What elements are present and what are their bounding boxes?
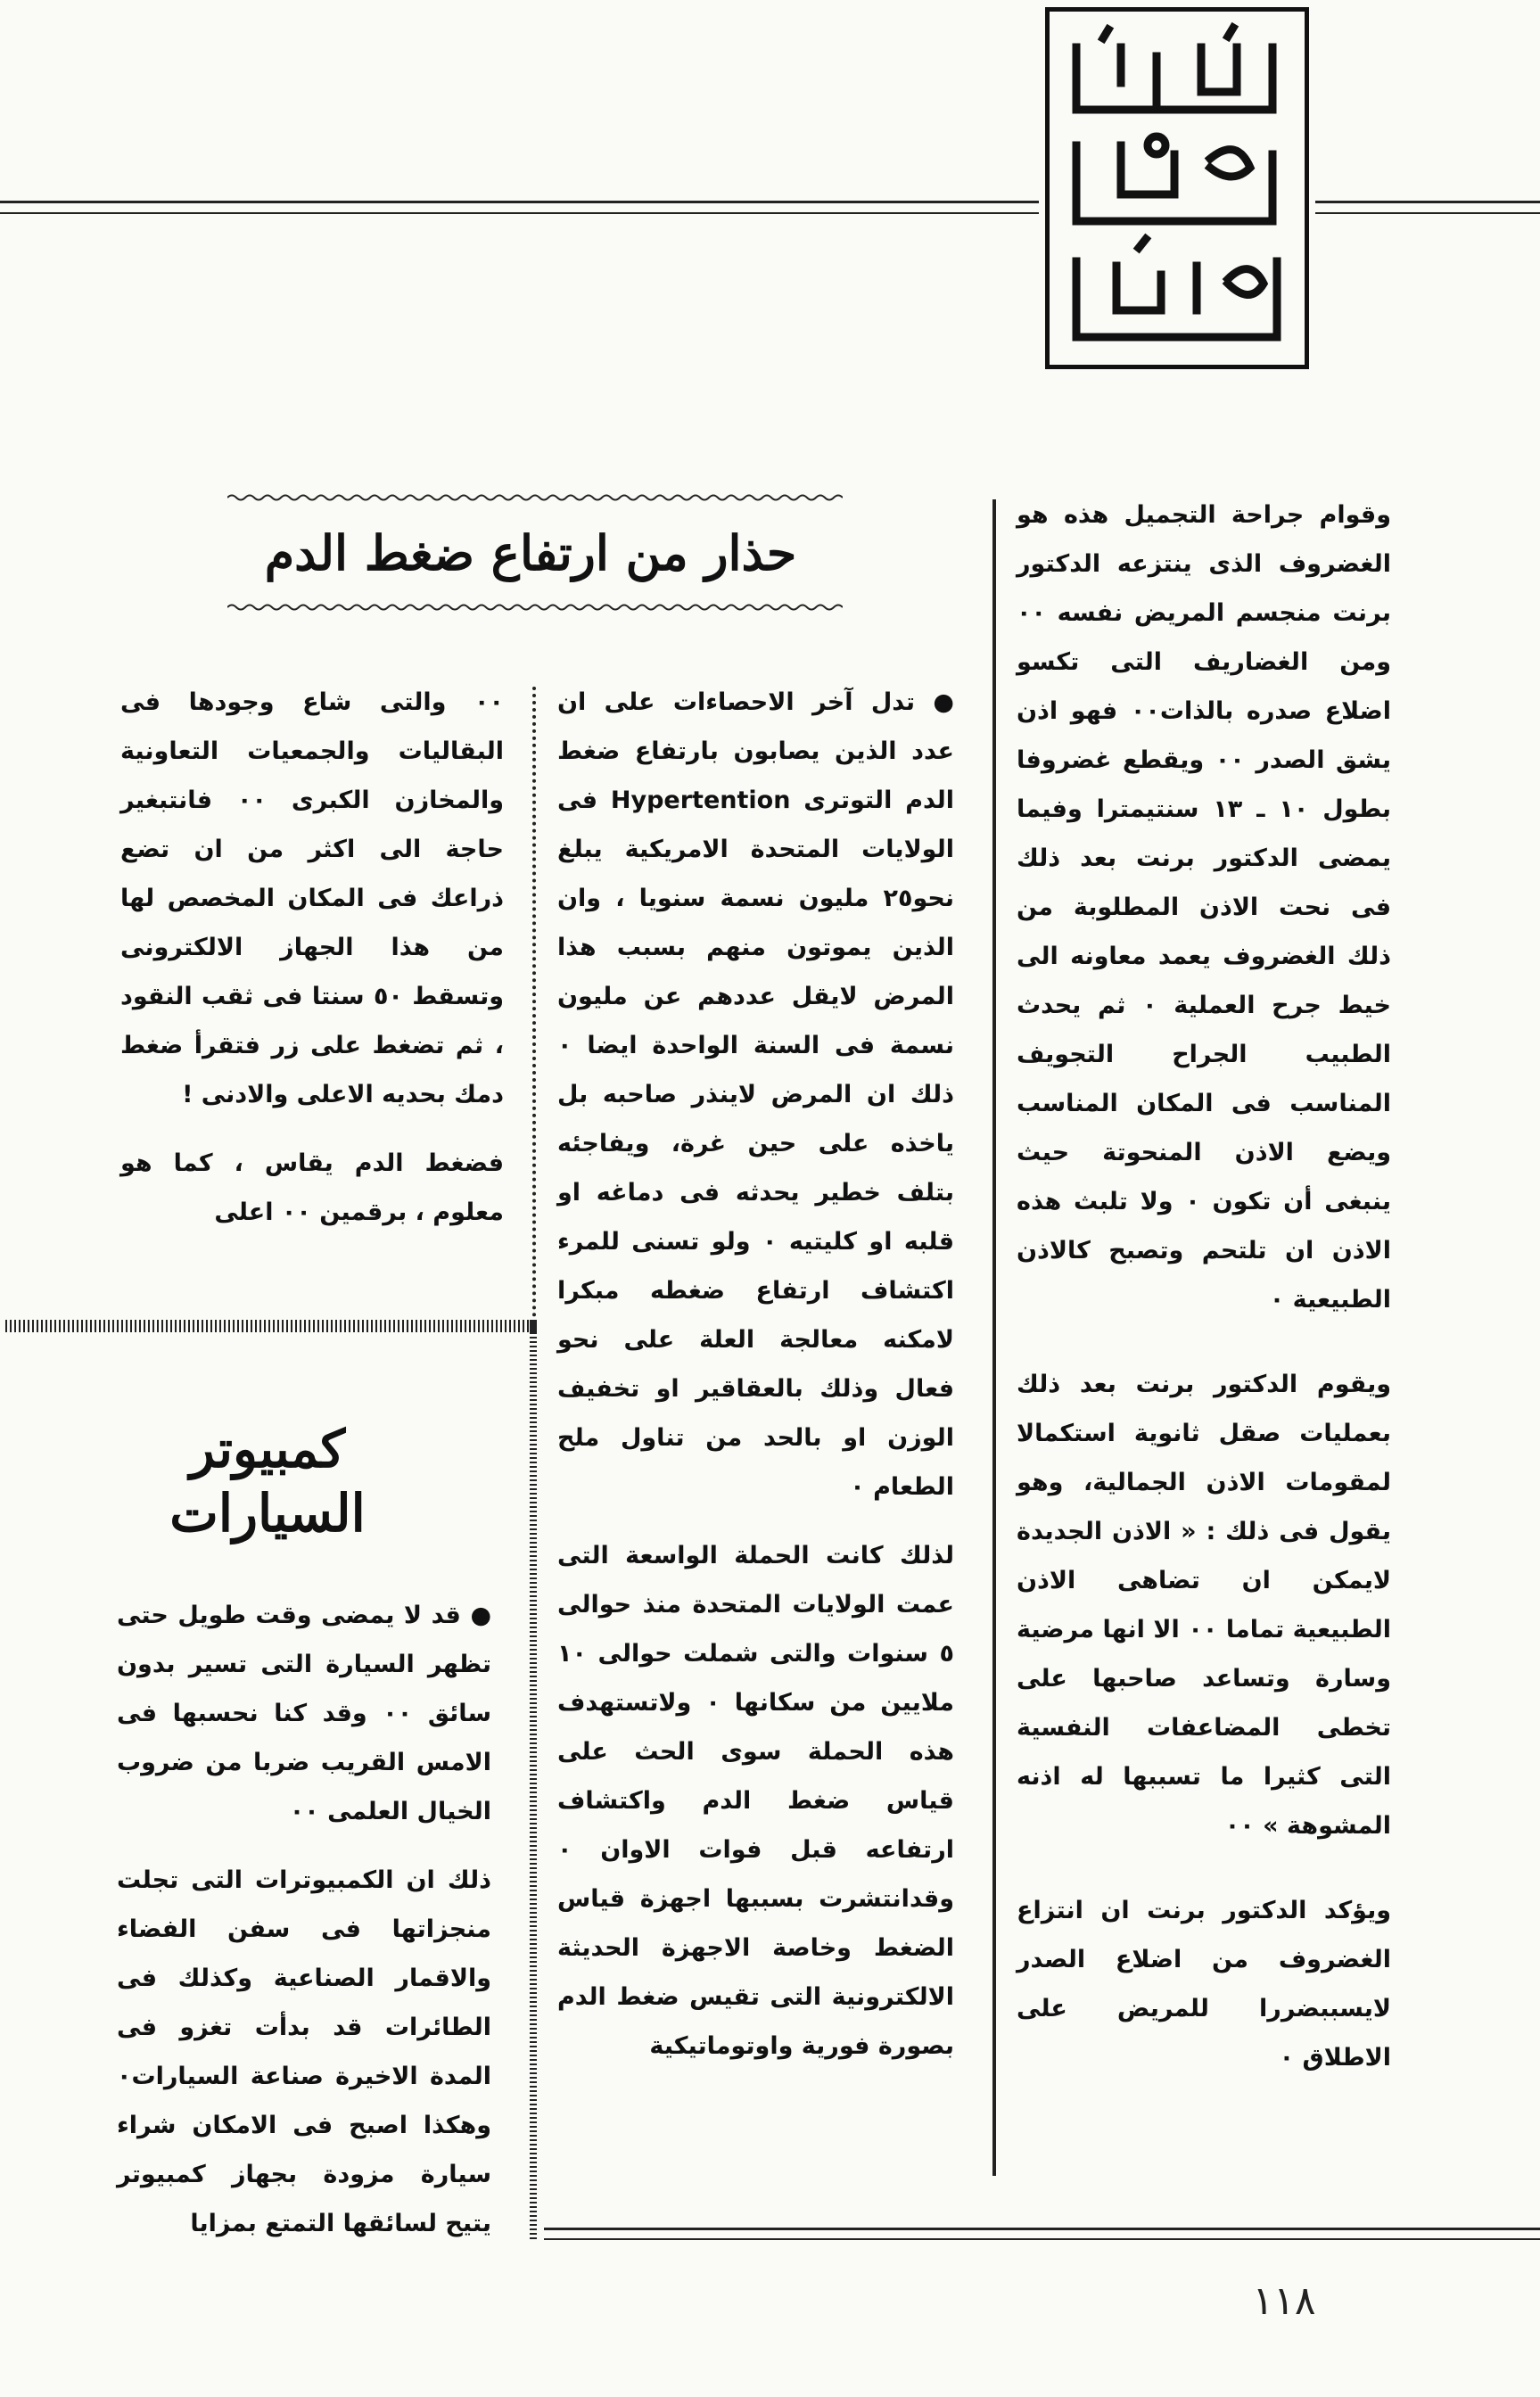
sidebar-paragraph-2: ذلك ان الكمبيوترات التى تجلت منجزاتها فى سفن الفضاء والاقمار الصناعية وكذلك فى الطائرات قد بدأت تغزو فى المدة الاخيرة صناعة السيارات٠ وهكذا اصبح فى الامكان شراء سيارة مزودة بجهاز كمبيوتر يتيح لسائقها التمتع بمزايا bbox=[117, 1866, 491, 2237]
sidebar-box-title-line-2: السيارات bbox=[169, 1483, 366, 1544]
masthead-logo bbox=[1045, 7, 1309, 369]
masthead-calligraphy bbox=[1050, 12, 1305, 365]
right-column bbox=[1017, 490, 1391, 2102]
bottom-rule bbox=[544, 2228, 1540, 2230]
middle-paragraph-1: ● تدل آخر الاحصاءات على ان عدد الذين يصابون بارتفاع ضغط الدم التوترى Hypertention فى الولايات المتحدة الامريكية يبلغ نحو٢٥ مليون نسمة سنويا ، وان الذين يموتون منهم بسبب هذا المرض لايقل عددهم عن مليون نسمة فى السنة الواحدة ايضا ٠ ذلك ان المرض لاينذر صاحبه بل ياخذه على حين غرة، ويفاجئه بتلف خطير يحدثه فى دماغه او قلبه او كليتيه ٠ ولو تسنى للمرء اكتشاف ارتفاع ضغطه مبكرا لامكنه معالجة العلة على نحو فعال وذلك بالعقاقير او تخفيف الوزن او بالحد من تناول ملح الطعام ٠ bbox=[557, 688, 954, 1501]
middle-column bbox=[557, 678, 954, 2090]
title-wavy-rule-bottom bbox=[227, 603, 843, 612]
middle-paragraph-2: لذلك كانت الحملة الواسعة التى عمت الولايات المتحدة منذ حوالى ٥ سنوات والتى شملت حوالى ١٠ ملايين من سكانها ٠ ولاتستهدف هذه الحملة سوى الحث على قياس ضغط الدم واكتشاف ارتفاعه قبل فوات الاوان ٠ وقدانتشرت بسببها اجهزة قياس الضغط وخاصة الاجهزة الحديثة الالكترونية التى تقيس ضغط الدم بصورة فورية واوتوماتيكية bbox=[557, 1542, 954, 2060]
top-rule-right-2 bbox=[1315, 212, 1540, 214]
title-wavy-rule-top bbox=[227, 493, 843, 502]
article-title: حذار من ارتفاع ضغط الدم bbox=[264, 524, 797, 581]
top-rule-right bbox=[1315, 201, 1540, 203]
sidebar-box-title bbox=[5, 1417, 530, 1545]
sidebar-paragraph-1: ● قد لا يمضى وقت طويل حتى تظهر السيارة التى تسير بدون سائق ٠٠ وقد كنا نحسبها فى الامس القريب ضربا من ضروب الخيال العلمى ٠٠ bbox=[117, 1602, 491, 1825]
sidebar-box-car-computer bbox=[5, 1320, 537, 2242]
column-divider-right bbox=[992, 499, 996, 2176]
box-hatched-border-right bbox=[530, 1332, 537, 2242]
box-hatched-border-top bbox=[5, 1320, 530, 1332]
right-paragraph-1: وقوام جراحة التجميل هذه هو الغضروف الذى ينتزعه الدكتور برنت منجسم المريض نفسه ٠٠ ومن الغضاريف التى تكسو اضلاع صدره بالذات٠٠ فهو اذن يشق الصدر ٠٠ ويقطع غضروفا بطول ١٠ ـ ١٣ سنتيمترا وفيما يمضى الدكتور برنت بعد ذلك فى نحت الاذن المطلوبة من ذلك الغضروف يعمد معاونه الى خيط جرح العملية ٠ ثم يحدث الطبيب الجراح التجويف المناسب فى المكان المناسب ويضع الاذن المنحوتة حيث ينبغى أن تكون ٠ ولا تلبث هذه الاذن ان تلتحم وتصبح كالاذن الطبيعية ٠ bbox=[1017, 501, 1392, 1314]
sidebar-box-title-line-1: كمبيوتر bbox=[189, 1419, 346, 1479]
page-number: ١١٨ bbox=[1252, 2278, 1316, 2324]
right-paragraph-2: ويقوم الدكتور برنت بعد ذلك بعمليات صقل ثانوية استكمالا لمقومات الاذن الجمالية، وهو يقول فى ذلك : « الاذن الجديدة لايمكن ان تضاهى الاذن الطبيعية تماما ٠٠ الا انها مرضية وسارة وتساعد صاحبها على تخطى المضاعفات النفسية التى كثيرا ما تسببها له اذنه المشوهة » ٠٠ bbox=[1017, 1371, 1391, 1840]
bottom-rule-2 bbox=[544, 2238, 1540, 2240]
sidebar-box-body bbox=[117, 1591, 491, 2268]
top-rule-left-2 bbox=[0, 212, 1039, 214]
right-paragraph-3: ويؤكد الدكتور برنت ان انتزاع الغضروف من اضلاع الصدر لايسببضررا للمريض على الاطلاق ٠ bbox=[1017, 1897, 1391, 2072]
top-rule-left bbox=[0, 201, 1039, 203]
left-column bbox=[120, 678, 504, 1256]
left-paragraph-2: فضغط الدم يقاس ، كما هو معلوم ، برقمين ٠٠ اعلى bbox=[120, 1149, 504, 1226]
left-paragraph-1: ٠٠ والتى شاع وجودها فى البقاليات والجمعيات التعاونية والمخازن الكبرى ٠٠ فانتبغير حاجة الى اكثر من ان تضع ذراعك فى المكان المخصص لها من هذا الجهاز الالكترونى وتسقط ٥٠ سنتا فى ثقب النقود ، ثم تضغط على زر فتقرأ ضغط دمك بحديه الاعلى والادنى ! bbox=[120, 688, 504, 1108]
